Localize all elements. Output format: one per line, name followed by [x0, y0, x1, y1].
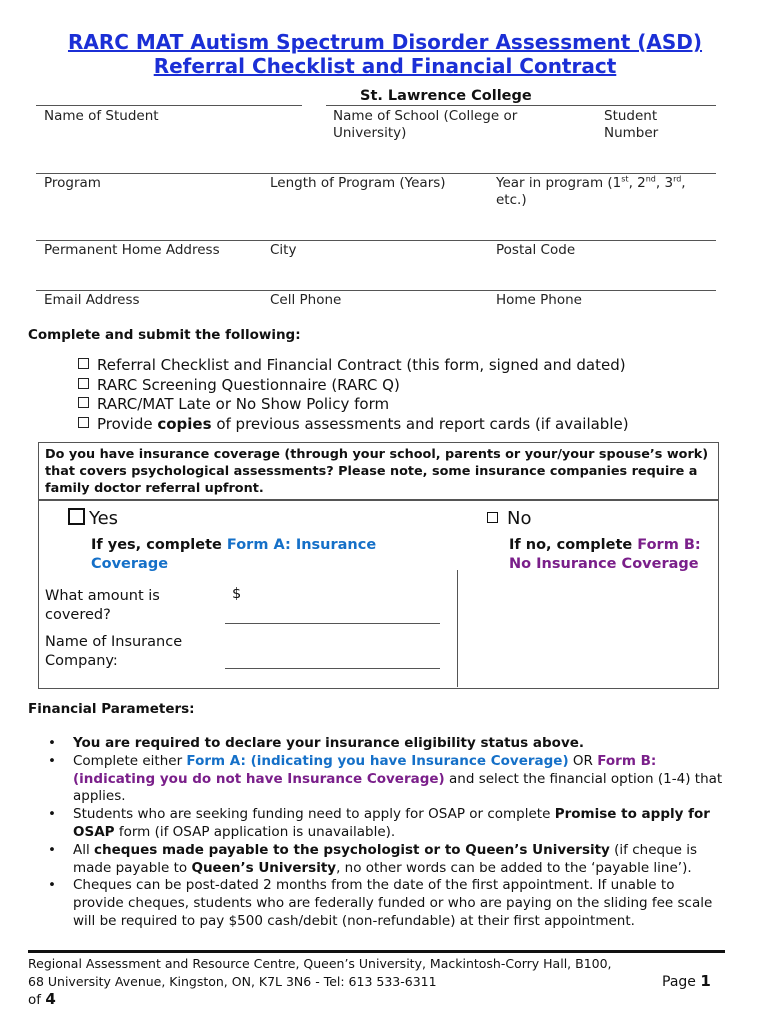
school-name-label: Name of School (College or University): [333, 108, 518, 141]
no-instruction: If no, complete Form B: No Insurance Coverage: [509, 537, 701, 572]
form-b-link[interactable]: Form B: No Insurance Coverage: [509, 537, 701, 572]
footer-address-line1: Regional Assessment and Resource Centre, Queen’s University, Mackintosh-Corry Hall, B100,: [28, 956, 612, 971]
no-option[interactable]: No: [487, 508, 531, 529]
city-label: City: [270, 242, 297, 258]
program-length-label: Length of Program (Years): [270, 175, 446, 191]
footer-rule: [28, 950, 725, 953]
form-title-line1: RARC MAT Autism Spectrum Disorder Assessment (ASD): [67, 30, 703, 54]
page-number: Page 1: [662, 972, 711, 990]
amount-input-line[interactable]: [225, 623, 440, 624]
checklist-item[interactable]: Referral Checklist and Financial Contract (this form, signed and dated): [78, 356, 629, 376]
footer-address-line2: 68 University Avenue, Kingston, ON, K7L 3N6 - Tel: 613 533-6311: [28, 974, 437, 989]
checkbox-icon[interactable]: [78, 378, 89, 389]
insurance-company-input-line[interactable]: [225, 668, 440, 669]
yes-option[interactable]: Yes: [68, 508, 118, 529]
program-label: Program: [44, 175, 101, 191]
page-of-total: of 4: [28, 990, 56, 1008]
financial-list: [48, 735, 728, 931]
name-field-line[interactable]: [36, 105, 302, 106]
checkbox-icon[interactable]: [78, 417, 89, 428]
list-item: • You are required to declare your insurance eligibility status above.: [48, 735, 585, 751]
yes-checkbox-icon[interactable]: [68, 508, 85, 525]
column-divider: [457, 570, 458, 687]
checklist-heading: Complete and submit the following:: [28, 327, 301, 343]
form-a-link[interactable]: Form A: Insurance Coverage: [91, 537, 377, 572]
cell-phone-label: Cell Phone: [270, 292, 342, 308]
checklist-item[interactable]: RARC/MAT Late or No Show Policy form: [78, 395, 629, 415]
checkbox-icon[interactable]: [78, 358, 89, 369]
amount-covered-label: What amount is covered?: [45, 588, 160, 623]
list-item: • Complete either Form A: (indicating you have Insurance Coverage) OR Form B: (indicating you do not have Insurance Coverage) and select the financial option (1-4) that applies.: [48, 752, 723, 805]
checkbox-icon[interactable]: [78, 397, 89, 408]
insurance-company-label: Name of Insurance Company:: [45, 634, 183, 669]
program-field-line[interactable]: [36, 173, 716, 174]
student-name-label: Name of Student: [44, 108, 159, 124]
postal-code-label: Postal Code: [496, 242, 576, 258]
insurance-question: Do you have insurance coverage (through your school, parents or your/your spouse’s work) that covers psychological assessments? Please note, some insurance companies require a family doctor referral upfront.: [45, 447, 709, 496]
list-item: • Cheques can be post-dated 2 months from the date of the first appointment. If unable to provide cheques, students who are federally funded or who are paying on the sliding fee scale will be required to pay $500 cash/debit (non-refundable) at their first appointment.: [48, 877, 713, 929]
contact-field-line[interactable]: [36, 290, 716, 291]
list-item: • All cheques made payable to the psychologist or to Queen’s University (if cheque is made payable to Queen’s University, no other words can be added to the ‘payable line’).: [48, 841, 698, 876]
checklist-item[interactable]: Provide copies of previous assessments and report cards (if available): [78, 415, 629, 435]
address-field-line[interactable]: [36, 240, 716, 241]
home-phone-label: Home Phone: [496, 292, 582, 308]
email-label: Email Address: [44, 292, 140, 308]
year-in-program-label: Year in program (1st, 2nd, 3rd, etc.): [496, 174, 686, 208]
financial-heading: Financial Parameters:: [28, 701, 195, 717]
list-item: • Students who are seeking funding need to apply for OSAP or complete Promise to apply for OSAP form (if OSAP application is unavailable).: [48, 806, 710, 840]
school-field-line[interactable]: [326, 105, 716, 106]
checklist-item[interactable]: RARC Screening Questionnaire (RARC Q): [78, 376, 629, 396]
dollar-sign: $: [232, 586, 242, 602]
checklist: [78, 356, 629, 434]
form-title-line2: Referral Checklist and Financial Contract: [153, 54, 617, 78]
no-checkbox-icon[interactable]: [487, 512, 498, 523]
student-number-label: Student Number: [604, 108, 659, 141]
yes-instruction: If yes, complete Form A: Insurance Coverage: [91, 537, 377, 572]
school-value: St. Lawrence College: [360, 88, 532, 104]
home-address-label: Permanent Home Address: [44, 242, 220, 258]
